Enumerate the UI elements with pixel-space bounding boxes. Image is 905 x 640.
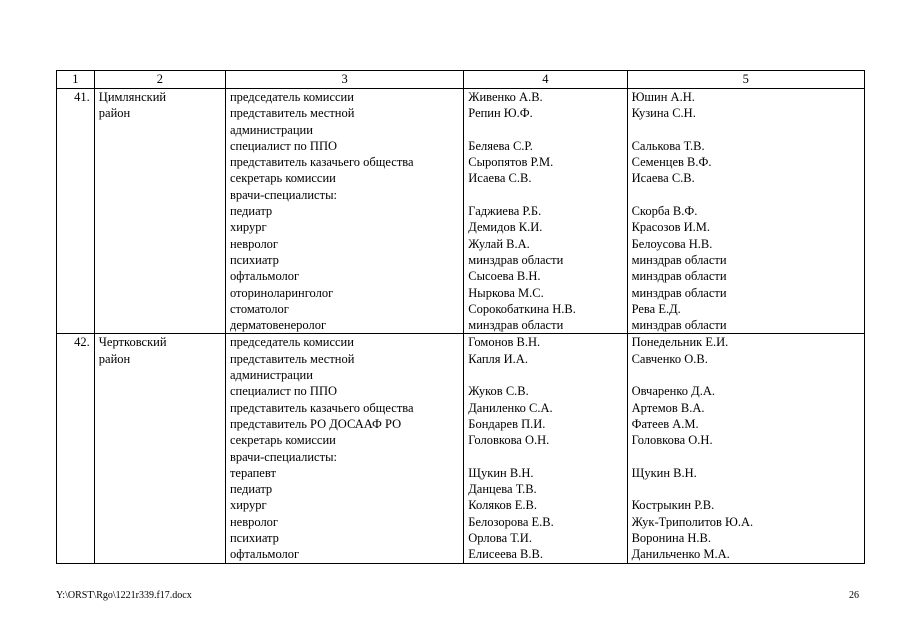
role-line: психиатр (229, 531, 279, 546)
role-line: врачи-специалисты: (229, 187, 337, 202)
main-member-line: минздрав области (468, 252, 564, 267)
reserve-member-line: минздрав области (631, 252, 727, 267)
footer-file-path: Y:\ORST\Rgo\1221r339.f17.docx (56, 590, 192, 601)
table-row (57, 89, 865, 334)
role-line: администрации (229, 122, 313, 137)
reserve-member-line: Кострыкин Р.В. (631, 498, 715, 513)
role-line: педиатр (229, 482, 273, 497)
role-line: председатель комиссии (229, 335, 354, 350)
role-line: представитель местной (229, 106, 355, 121)
reserve-member-line (632, 449, 860, 465)
district-line: Чертковский (98, 335, 167, 350)
main-member-line: Сорокобаткина Н.В. (468, 301, 576, 316)
main-member-line: Сысоева В.Н. (468, 269, 541, 284)
main-member-line: Сыропятов Р.М. (468, 155, 554, 170)
main-member-line: Исаева С.В. (468, 171, 532, 186)
main-member-line: Белозорова Е.В. (468, 514, 554, 529)
reserve-member-line (632, 367, 860, 383)
roles-cell (225, 334, 463, 563)
role-line: терапевт (229, 465, 276, 480)
reserve-member-line: Данильченко М.А. (631, 547, 730, 562)
reserve-member-line (632, 122, 860, 138)
role-line: специалист по ППО (229, 384, 337, 399)
main-member-line: Гомонов В.Н. (468, 335, 541, 350)
role-line: стоматолог (229, 301, 289, 316)
main-member-line: Щукин В.Н. (468, 465, 534, 480)
reserve-member-line: Рева Е.Д. (631, 301, 681, 316)
main-member-line: Гаджиева Р.Б. (468, 204, 542, 219)
reserve-member-line: Белоусова Н.В. (631, 236, 713, 251)
footer-page-number: 26 (849, 590, 859, 601)
district-line: район (98, 351, 131, 366)
reserve-member-line: Овчаренко Д.А. (631, 384, 715, 399)
main-member-line (468, 367, 622, 383)
role-line: председатель комиссии (229, 90, 354, 104)
main-member-line (468, 187, 622, 203)
main-member-line: Елисеева В.В. (468, 547, 543, 562)
role-line: хирург (229, 220, 267, 235)
role-line: представитель казачьего общества (229, 155, 414, 170)
main-member-line: Репин Ю.Ф. (468, 106, 533, 121)
role-line: оториноларинголог (229, 285, 334, 300)
role-line: представитель РО ДОСААФ РО (229, 416, 402, 431)
role-line: невролог (229, 236, 279, 251)
header-col-4: 4 (464, 71, 627, 89)
role-line: секретарь комиссии (229, 433, 336, 448)
reserve-member-line: Воронина Н.В. (631, 531, 712, 546)
role-line: врачи-специалисты: (229, 449, 337, 464)
role-line: секретарь комиссии (229, 171, 336, 186)
reserve-member-line: Скорба В.Ф. (631, 204, 698, 219)
main-member-line: Жулай В.А. (468, 236, 530, 251)
header-col-5: 5 (627, 71, 864, 89)
row-number: 42. (57, 334, 95, 563)
roles-cell (225, 89, 463, 334)
reserve-member-line: Щукин В.Н. (631, 465, 697, 480)
reserve-member-line: минздрав области (631, 269, 727, 284)
reserve-member-line: Головкова О.Н. (631, 433, 713, 448)
main-member-line (468, 122, 622, 138)
role-line: дерматовенеролог (229, 318, 327, 333)
reserve-member-line: Юшин А.Н. (631, 90, 695, 104)
reserve-member-line: Фатеев А.М. (631, 416, 699, 431)
main-member-line: Беляева С.Р. (468, 138, 533, 153)
reserve-member-line (632, 187, 860, 203)
main-member-line: Живенко А.В. (468, 90, 543, 104)
main-member-line: Данцева Т.В. (468, 482, 537, 497)
role-line: психиатр (229, 252, 279, 267)
main-member-line: Коляков Е.В. (468, 498, 538, 513)
main-member-line: Ныркова М.С. (468, 285, 544, 300)
role-line: офтальмолог (229, 269, 300, 284)
reserve-member-line: Исаева С.В. (631, 171, 695, 186)
table-header-row (57, 71, 865, 89)
reserve-members-cell (627, 89, 864, 334)
district-cell (94, 89, 225, 334)
role-line: невролог (229, 514, 279, 529)
commission-table (56, 70, 865, 564)
header-col-1: 1 (57, 71, 95, 89)
role-line: педиатр (229, 204, 273, 219)
reserve-member-line: Семенцев В.Ф. (631, 155, 712, 170)
reserve-member-line: минздрав области (631, 318, 727, 333)
reserve-member-line: минздрав области (631, 285, 727, 300)
district-line: район (98, 106, 131, 121)
main-member-line: Демидов К.И. (468, 220, 543, 235)
header-col-3: 3 (225, 71, 463, 89)
reserve-member-line: Жук-Триполитов Ю.А. (631, 514, 754, 529)
district-line: Цимлянский (98, 90, 167, 104)
main-member-line: Жуков С.В. (468, 384, 529, 399)
role-line: администрации (229, 368, 313, 383)
district-cell (94, 334, 225, 563)
main-member-line: Орлова Т.И. (468, 531, 532, 546)
role-line: специалист по ППО (229, 138, 337, 153)
main-member-line (468, 449, 622, 465)
role-line: представитель казачьего общества (229, 400, 414, 415)
main-member-line: Бондарев П.И. (468, 416, 546, 431)
main-member-line: Даниленко С.А. (468, 400, 553, 415)
reserve-member-line (632, 481, 860, 497)
reserve-member-line: Савченко О.В. (631, 351, 708, 366)
table-row (57, 334, 865, 563)
reserve-member-line: Красозов И.М. (631, 220, 711, 235)
main-members-cell (464, 334, 627, 563)
reserve-members-cell (627, 334, 864, 563)
main-member-line: минздрав области (468, 318, 564, 333)
main-member-line: Головкова О.Н. (468, 433, 550, 448)
main-members-cell (464, 89, 627, 334)
main-member-line: Капля И.А. (468, 351, 528, 366)
reserve-member-line: Салькова Т.В. (631, 138, 705, 153)
role-line: офтальмолог (229, 547, 300, 562)
reserve-member-line: Понедельник Е.И. (631, 335, 729, 350)
row-number: 41. (57, 89, 95, 334)
header-col-2: 2 (94, 71, 225, 89)
reserve-member-line: Артемов В.А. (631, 400, 705, 415)
role-line: представитель местной (229, 351, 355, 366)
role-line: хирург (229, 498, 267, 513)
reserve-member-line: Кузина С.Н. (631, 106, 696, 121)
